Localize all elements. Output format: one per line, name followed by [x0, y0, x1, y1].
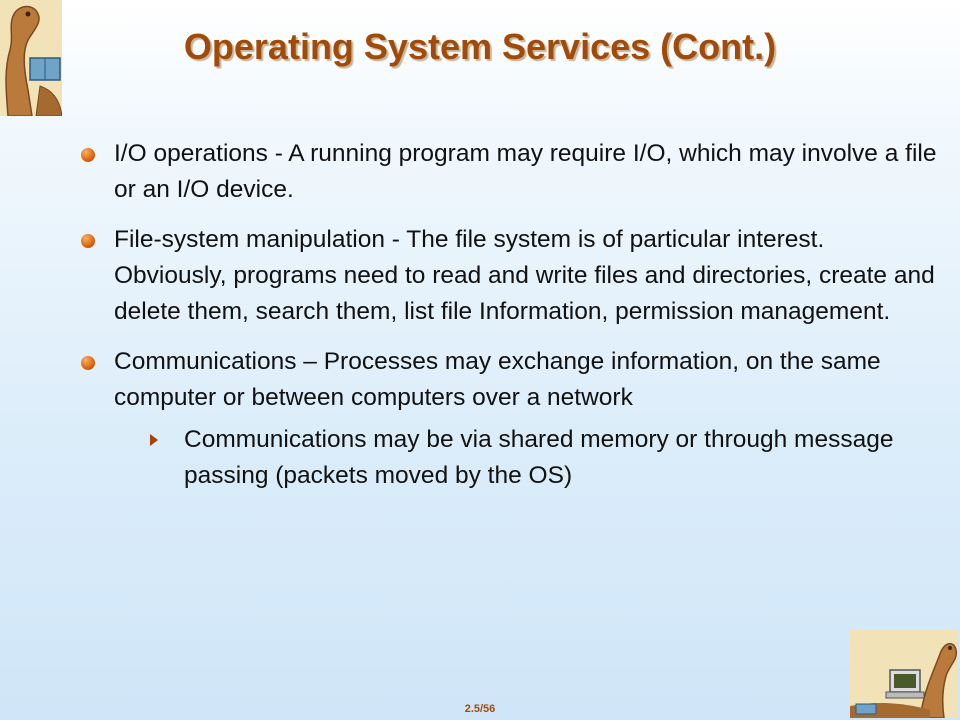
bullet-item-communications	[78, 344, 938, 494]
slide-title: Operating System Services (Cont.)	[183, 26, 777, 67]
bullet-text: Communications – Processes may exchange information, on the same computer or between computers over a network	[114, 348, 881, 411]
sub-bullet-text: Communications may be via shared memory or through message passing (packets moved by the OS)	[184, 426, 894, 489]
bullet-list	[78, 136, 938, 508]
bullet-dot-icon	[81, 148, 95, 162]
bullet-dot-icon	[81, 356, 95, 370]
bullet-item-file-system	[78, 222, 938, 330]
bullet-item-io-operations	[78, 136, 938, 208]
bullet-dot-icon	[81, 234, 95, 248]
sub-bullet-arrow-icon	[150, 434, 158, 446]
sub-bullet-item	[150, 422, 938, 494]
page-number: 2.5/56	[464, 703, 496, 715]
bullet-text: I/O operations - A running program may require I/O, which may involve a file or an I/O device.	[114, 140, 937, 203]
bullet-text: File-system manipulation - The file system is of particular interest. Obviously, programs need to read and write files and directories, create and delete them, search them, list file Information, permission management.	[114, 226, 935, 325]
